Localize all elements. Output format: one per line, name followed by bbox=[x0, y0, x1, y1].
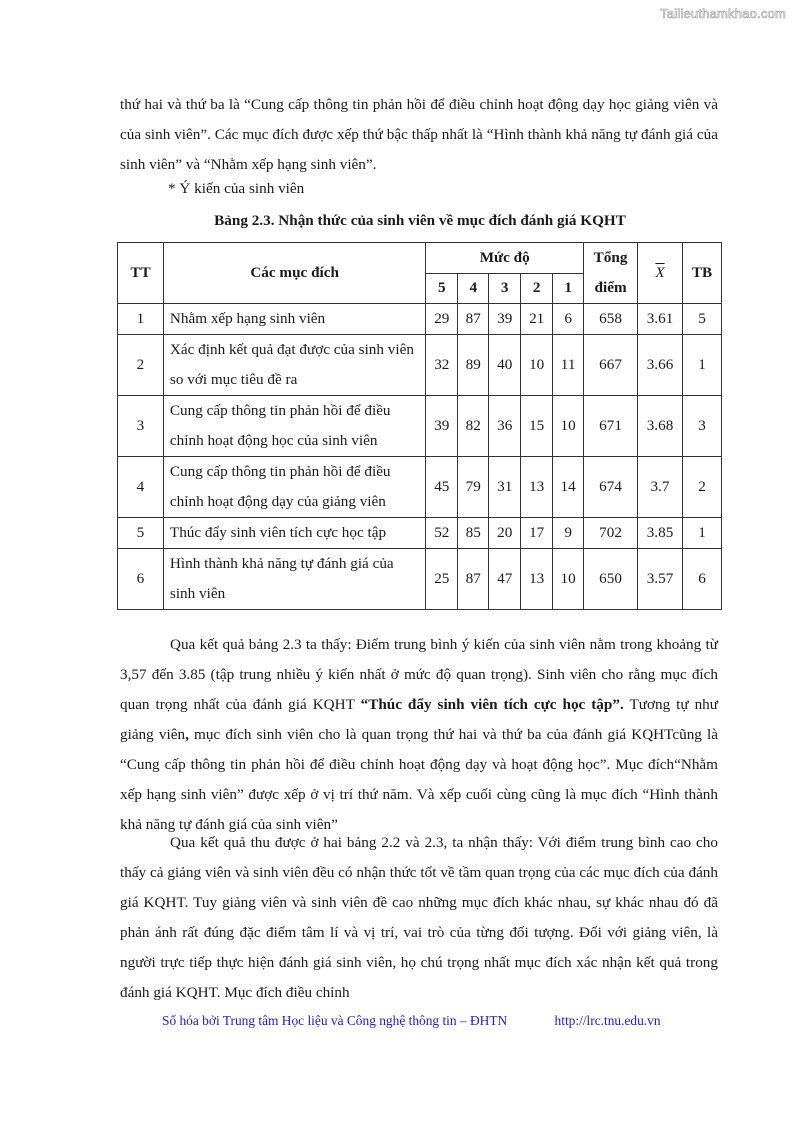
conclusion-paragraph: Qua kết quả thu được ở hai bảng 2.2 và 2.3, ta nhận thấy: Với điểm trung bình cao cho thấy cả giảng viên và sinh viên đều có nhận thức tốt về tầm quan trọng của các mục đích của đánh giá KQHT. Tuy giảng viên và sinh viên đề cao những mục đích khác nhau, sự khác nhau đó đã phản ánh rất đúng đặc điểm tâm lí và vị trí, vai trò của từng đối tượng. Đối với giảng viên, là người trực tiếp thực hiện đánh giá sinh viên, họ chú trọng nhất mục đích xác nhận kết quả trong đánh giá KQHT. Mục đích điều chỉnh bbox=[120, 834, 718, 1001]
header-level-2: 2 bbox=[521, 273, 553, 304]
cell-mean: 3.57 bbox=[638, 549, 683, 610]
header-level: Mức độ bbox=[426, 243, 584, 274]
page-footer bbox=[162, 1013, 661, 1029]
header-level-4: 4 bbox=[458, 273, 489, 304]
cell-level-1: 9 bbox=[553, 518, 584, 549]
cell-tt: 3 bbox=[118, 396, 164, 457]
header-level-3: 3 bbox=[489, 273, 521, 304]
cell-tt: 6 bbox=[118, 549, 164, 610]
footer-text: Số hóa bởi Trung tâm Học liệu và Công nghệ thông tin – ĐHTN bbox=[162, 1013, 508, 1028]
cell-total: 650 bbox=[584, 549, 638, 610]
cell-level-3: 31 bbox=[489, 457, 521, 518]
cell-level-1: 10 bbox=[553, 549, 584, 610]
cell-level-4: 82 bbox=[458, 396, 489, 457]
cell-rank: 5 bbox=[682, 304, 721, 335]
cell-tt: 5 bbox=[118, 518, 164, 549]
cell-purpose: Thúc đẩy sinh viên tích cực học tập bbox=[163, 518, 425, 549]
cell-rank: 2 bbox=[682, 457, 721, 518]
cell-mean: 3.85 bbox=[638, 518, 683, 549]
cell-mean: 3.68 bbox=[638, 396, 683, 457]
cell-rank: 1 bbox=[682, 335, 721, 396]
header-mean: $\overline{X}$ bbox=[638, 243, 683, 304]
cell-rank: 1 bbox=[682, 518, 721, 549]
cell-tt: 2 bbox=[118, 335, 164, 396]
cell-total: 667 bbox=[584, 335, 638, 396]
cell-purpose: Nhằm xếp hạng sinh viên bbox=[163, 304, 425, 335]
cell-mean: 3.61 bbox=[638, 304, 683, 335]
cell-level-3: 40 bbox=[489, 335, 521, 396]
cell-level-1: 14 bbox=[553, 457, 584, 518]
cell-level-2: 17 bbox=[521, 518, 553, 549]
cell-level-2: 13 bbox=[521, 457, 553, 518]
cell-level-5: 32 bbox=[426, 335, 458, 396]
cell-rank: 3 bbox=[682, 396, 721, 457]
table-caption: Bảng 2.3. Nhận thức của sinh viên về mục đích đánh giá KQHT bbox=[214, 212, 626, 229]
header-total: Tổng điểm bbox=[584, 243, 638, 304]
cell-level-4: 87 bbox=[458, 549, 489, 610]
cell-total: 674 bbox=[584, 457, 638, 518]
table-row bbox=[118, 304, 722, 335]
cell-mean: 3.7 bbox=[638, 457, 683, 518]
cell-level-5: 25 bbox=[426, 549, 458, 610]
cell-level-4: 89 bbox=[458, 335, 489, 396]
cell-total: 671 bbox=[584, 396, 638, 457]
cell-level-1: 11 bbox=[553, 335, 584, 396]
cell-level-3: 20 bbox=[489, 518, 521, 549]
header-level-1: 1 bbox=[553, 273, 584, 304]
cell-level-2: 10 bbox=[521, 335, 553, 396]
purpose-table bbox=[117, 242, 722, 610]
cell-purpose: Xác định kết quả đạt được của sinh viên so với mục tiêu đề ra bbox=[163, 335, 425, 396]
section-note: * Ý kiến của sinh viên bbox=[168, 180, 305, 197]
cell-purpose: Cung cấp thông tin phản hồi để điều chỉnh hoạt động dạy của giảng viên bbox=[163, 457, 425, 518]
cell-total: 658 bbox=[584, 304, 638, 335]
cell-level-5: 45 bbox=[426, 457, 458, 518]
cell-rank: 6 bbox=[682, 549, 721, 610]
cell-level-2: 21 bbox=[521, 304, 553, 335]
cell-level-1: 10 bbox=[553, 396, 584, 457]
cell-level-4: 79 bbox=[458, 457, 489, 518]
cell-total: 702 bbox=[584, 518, 638, 549]
cell-level-5: 29 bbox=[426, 304, 458, 335]
analysis-paragraph: Qua kết quả bảng 2.3 ta thấy: Điểm trung bình ý kiến của sinh viên nằm trong khoảng từ 3,57 đến 3.85 (tập trung nhiều ý kiến nhất ở mức độ quan trọng). Sinh viên cho rằng mục đích quan trọng nhất của đánh giá KQHT “Thúc đẩy sinh viên tích cực học tập”. Tương tự như giảng viên, mục đích sinh viên cho là quan trọng thứ hai và thứ ba của đánh giá KQHTcũng là “Cung cấp thông tin phản hồi để điều chỉnh hoạt động dạy và hoạt động học”. Mục đích“Nhằm xếp hạng sinh viên” được xếp ở vị trí thứ năm. Và xếp cuối cùng cũng là mục đích “Hình thành khả năng tự đánh giá của sinh viên” bbox=[120, 636, 719, 833]
cell-tt: 1 bbox=[118, 304, 164, 335]
header-purpose: Các mục đích bbox=[163, 243, 425, 304]
cell-tt: 4 bbox=[118, 457, 164, 518]
cell-level-2: 15 bbox=[521, 396, 553, 457]
intro-paragraph: thứ hai và thứ ba là “Cung cấp thông tin phản hồi để điều chỉnh hoạt động dạy học giảng viên và của sinh viên”. Các mục đích được xếp thứ bậc thấp nhất là “Hình thành khả năng tự đánh giá của sinh viên” và “Nhằm xếp hạng sinh viên”. bbox=[120, 96, 718, 173]
table-row bbox=[118, 518, 722, 549]
cell-level-3: 36 bbox=[489, 396, 521, 457]
cell-level-3: 39 bbox=[489, 304, 521, 335]
cell-level-4: 87 bbox=[458, 304, 489, 335]
footer-url[interactable]: http://lrc.tnu.edu.vn bbox=[554, 1013, 661, 1028]
table-row bbox=[118, 396, 722, 457]
header-tt: TT bbox=[118, 243, 164, 304]
table-row bbox=[118, 457, 722, 518]
header-rank: TB bbox=[682, 243, 721, 304]
cell-mean: 3.66 bbox=[638, 335, 683, 396]
watermark: Tailieuthamkhao.com bbox=[660, 6, 786, 21]
table-row bbox=[118, 549, 722, 610]
cell-level-3: 47 bbox=[489, 549, 521, 610]
cell-level-5: 39 bbox=[426, 396, 458, 457]
cell-level-2: 13 bbox=[521, 549, 553, 610]
cell-level-1: 6 bbox=[553, 304, 584, 335]
cell-level-4: 85 bbox=[458, 518, 489, 549]
table-row bbox=[118, 335, 722, 396]
cell-purpose: Cung cấp thông tin phản hồi để điều chỉnh hoạt động học của sinh viên bbox=[163, 396, 425, 457]
cell-purpose: Hình thành khả năng tự đánh giá của sinh viên bbox=[163, 549, 425, 610]
cell-level-5: 52 bbox=[426, 518, 458, 549]
header-level-5: 5 bbox=[426, 273, 458, 304]
